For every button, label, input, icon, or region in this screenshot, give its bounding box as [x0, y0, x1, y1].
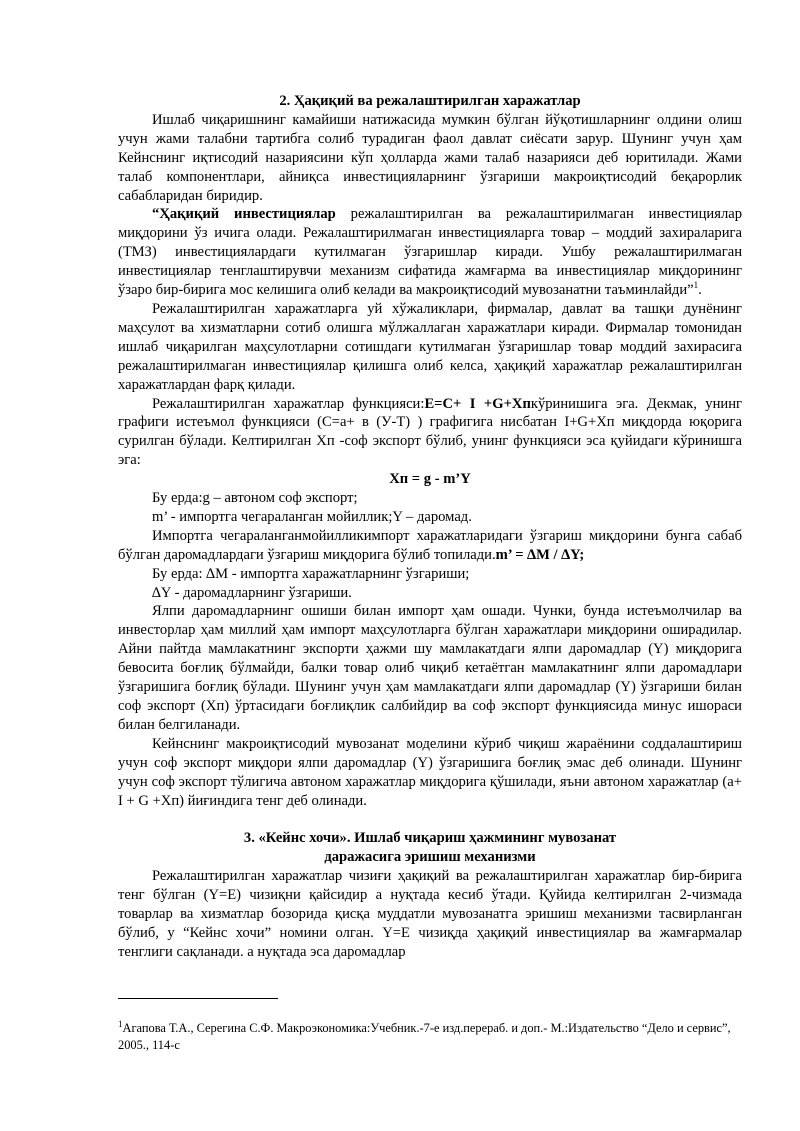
- footnote-text: Агапова Т.А., Серегина С.Ф. Макроэкономика:Учебник.-7-е изд.перераб. и доп.- М.:Издательство “Дело и сервис”, 2005., 114-с: [118, 1021, 731, 1052]
- bold-term: “Ҳақиқий инвестициялар: [152, 206, 336, 223]
- footnote: [118, 1020, 742, 1053]
- section-3-title-line2: даражасига эришиш механизми: [324, 849, 536, 866]
- paragraph: Кейнснинг макроиқтисодий мувозанат моделини кўриб чиқиш жараёнини соддалаштириш учун соф экспорт миқдори ялпи даромадлар (Y) ўзгаришига боғлиқ эмас деб олинади. Шунинг учун соф экспорт тўлигича автоном харажатлар миқдорига қўшилади, яъни автоном харажатлар (а+ I + G +Хп) йиғиндига тенг деб олинади.: [118, 735, 742, 809]
- formula: Хп = g - m’Y: [389, 471, 471, 488]
- definition-line: Бу ерда:g – автоном соф экспорт;: [152, 490, 358, 507]
- paragraph: Режалаштирилган харажатлар функцияси:E=C+ I +G+Хпкўринишига эга. Декмак, унинг графиги истеъмол функцияси (С=а+ в (У-Т) ) графигига нисбатан I+G+Хп миқдорда юқорига сурилган бўлади. Келтирилган Хп -соф экспорт бўлиб, унинг функцияси эса қуйидаги кўринишга эга:: [118, 395, 743, 469]
- paragraph: Импортга чегараланганмойилликимпорт харажатларидаги ўзгариш миқдорини бунга сабаб бўлган даромадлардаги ўзгариш миқдорига бўлиб топилади.m’ = ∆M / ∆Y;: [118, 527, 742, 563]
- paragraph: Ишлаб чиқаришнинг камайиши натижасида мумкин бўлган йўқотишларнинг олдини олиш учун жами талабни тартибга солиб турадиган фаол давлат сиёсати зарур. Шунинг учун ҳам Кейнснинг иқтисодий назариясини кўп ҳолларда жами талаб назарияси деб юритилади. Жами талаб компонентлари, айниқса инвестицияларнинг ўзгариши макроиқтисодий беқарорлик сабабларидан биридир.: [118, 111, 742, 204]
- paragraph: Режалаштирилган харажатларга уй хўжаликлари, фирмалар, давлат ва ташқи дунёнинг маҳсулот ва хизматларни сотиб олишга мўлжаллаган харажатлари киради. Фирмалар томонидан ишлаб чиқарилган маҳсулотларни сотишдаги кутилмаган ўзгаришлар товар моддий захирасига режалаштирилмаган инвестициялар қилишга олиб келса, ҳақиқий харажатлар режалаштирилган харажатлардан фарқ қилади.: [118, 300, 742, 393]
- inline-formula: m’ = ∆M / ∆Y;: [495, 546, 585, 563]
- section-3-title-line1: 3. «Кейнс хочи». Ишлаб чиқариш ҳажмининг мувозанат: [243, 830, 617, 847]
- paragraph: “Ҳақиқий инвестициялар режалаштирилган ва режалаштирилмаган инвестициялар миқдорини ўз ичига олади. Режалаштирилмаган инвестицияларга товар – моддий захираларига (ТМЗ) инвестициялардаги кутилмаган ўзгаришлар киради. Ушбу режалаштирилмаган инвестициялар тенглаштирувчи механизм сифатида жамғарма ва инвестициялар миқдорининг ўзаро бир-бирига мос келишига олиб келади ва макроиқтисодий мувозанатни таъминлайди”$^1$.: [118, 206, 743, 299]
- paragraph: Режалаштирилган харажатлар чизиғи ҳақиқий ва режалаштирилган харажатлар бир-бирига тенг бўлган (Y=E) чизиқни қайсидир а нуқтада кесиб ўтади. Қуйида келтирилган 2-чизмада товарлар ва хизматлар бозорида қисқа муддатли мувозанатга эришиш механизми тасвирланган бўлиб, у “Кейнс хочи” номини олган. Y=E чизиқда ҳақиқий инвестициялар ва жамғармалар тенглиги сақланади. а нуқтада эса даромадлар: [118, 868, 742, 960]
- paragraph-text: режалаштирилган ва режалаштирилмаган инвестициялар миқдорини ўз ичига олади. Режалаштирилмаган инвестицияларга товар – моддий захираларига (ТМЗ) инвестициялардаги кутилмаган ўзгаришлар киради. Ушбу режалаштирилмаган инвестициялар тенглаштирувчи механизм сифатида жамғарма ва инвестициялар миқдорининг ўзаро бир-бирига мос келишига олиб келади ва макроиқтисодий мувозанатни таъминлайди”: [118, 206, 743, 299]
- footnote-ref[interactable]: 1: [693, 280, 699, 291]
- footnote-marker: 1: [118, 1018, 123, 1029]
- footnote-divider: [118, 998, 278, 999]
- definition-line: ∆Y - даромадларнинг ўзгариши.: [152, 584, 352, 601]
- section-2-title: 2. Ҳақиқий ва режалаштирилган харажатлар: [279, 93, 581, 109]
- document-page: [118, 92, 742, 962]
- definition-line: m’ - импортга чегараланган мойиллик;Y – даромад.: [152, 508, 472, 525]
- paragraph: Ялпи даромадларнинг ошиши билан импорт ҳам ошади. Чунки, бунда истеъмолчилар ва инвесторлар ҳам миллий ҳам импорт маҳсулотларга бўлган харажатлари миқдорини оширадилар. Айни пайтда мамлакатнинг экспорти ҳажми шу мамлакатдаги ялпи даромадлар (Y) миқдорига бевосита боғлиқ бўлмайди, балки товар олиб чиқиб кетаётган мамлакатнинг ялпи даромадлари ўзгаришига боғлиқ бўлади. Шунинг учун ҳам мамлакатдаги ялпи даромадлар (Y) ўзгариши билан соф экспорт (Хп) ўртасидаги боғлиқлик салбийдир ва соф экспорт функциясида минус ишораси билан белгиланади.: [118, 603, 742, 733]
- definition-line: Бу ерда: ∆M - импортга харажатларнинг ўзгариши;: [152, 565, 470, 582]
- inline-formula: E=C+ I +G+Хп: [424, 395, 531, 412]
